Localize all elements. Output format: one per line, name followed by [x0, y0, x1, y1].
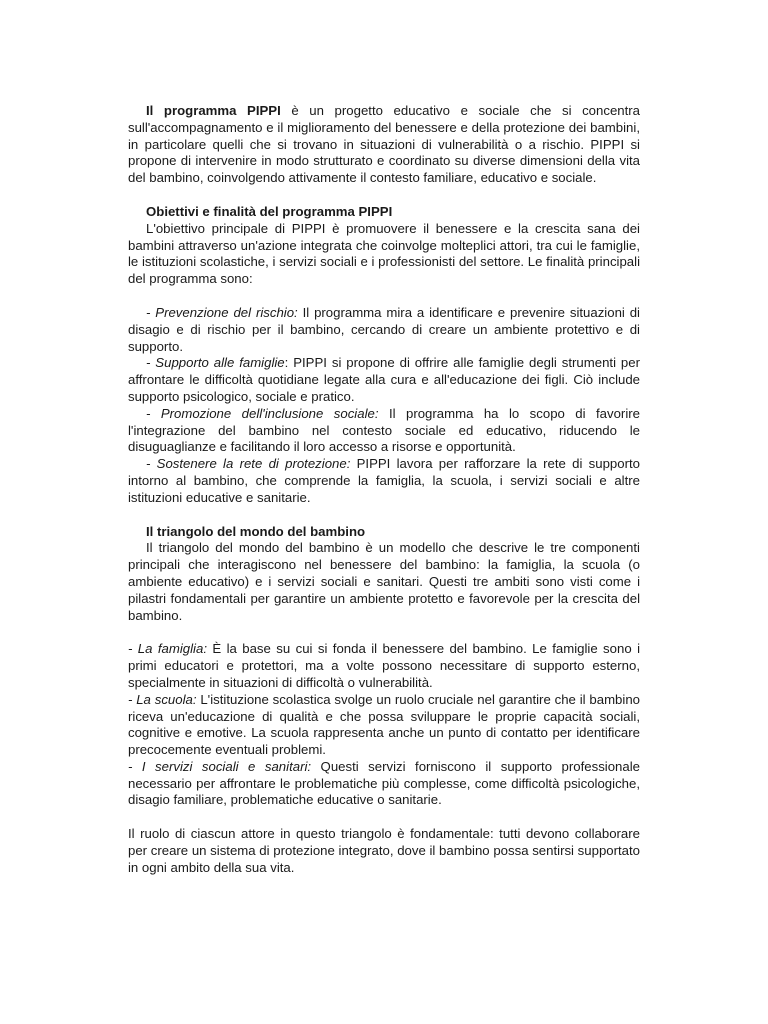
list-item-text: Il programma ha lo scopo di favorire l'integrazione del bambino nel contesto sociale ed educativo, riducendo le disuguaglianze e facilitando il loro accesso a risorse e opportunità. [128, 405, 640, 455]
spacer [128, 624, 640, 641]
list-item-label: - La scuola: [128, 691, 197, 707]
objectives-paragraph: L'obiettivo principale di PIPPI è promuovere il benessere e la crescita sana dei bambini attraverso un'azione integrata che coinvolge molteplici attori, tra cui le famiglie, le istituzioni scolastiche, i servizi sociali e i professionisti del settore. Le finalità principali del programma sono: [128, 220, 640, 287]
list-item [128, 692, 640, 759]
list-item-text: L'istituzione scolastica svolge un ruolo cruciale nel garantire che il bambino riceva un'educazione di qualità e che possa sviluppare le proprie capacità sociali, cognitive e emotive. La scuola rappresenta anche un punto di contatto per identificare precocemente eventuali problemi. [128, 691, 640, 758]
spacer [128, 187, 640, 204]
intro-text: è un progetto educativo e sociale che si concentra sull'accompagnamento e il miglioramento del benessere e della protezione dei bambini, in particolare quelli che si trovano in situazioni di vulnerabilità o a rischio. PIPPI si propone di intervenire in modo strutturato e coordinato su diverse dimensioni della vita del bambino, coinvolgendo attivamente il contesto familiare, educativo e sociale. [128, 103, 640, 186]
list-item-text: Il programma mira a identificare e prevenire situazioni di disagio e di rischio per il bambino, cercando di creare un ambiente protettivo e di supporto. [128, 304, 640, 354]
spacer [128, 809, 640, 826]
list-item [128, 641, 640, 691]
list-item-label: - La famiglia: [128, 641, 207, 657]
conclusion-paragraph: Il ruolo di ciascun attore in questo triangolo è fondamentale: tutti devono collaborare per creare un sistema di protezione integrato, dove il bambino possa sentirsi supportato in ogni ambito della sua vita. [128, 826, 640, 875]
intro-paragraph [128, 103, 640, 187]
list-item-label: - Prevenzione del rischio: [146, 304, 298, 320]
triangle-paragraph: Il triangolo del mondo del bambino è un modello che descrive le tre componenti principali che interagiscono nel benessere del bambino: la famiglia, la scuola (o ambiente educativo) e i servizi sociali e sanitari. Questi tre ambiti sono visti come i pilastri fondamentali per garantire un ambiente protetto e favorevole per la crescita del bambino. [128, 540, 640, 623]
list-item [128, 759, 640, 809]
section-heading-triangle: Il triangolo del mondo del bambino [146, 523, 366, 539]
list-item-text: PIPPI lavora per rafforzare la rete di supporto intorno al bambino, che comprende la famiglia, la scuola, i servizi sociali e altre istituzioni educative e sanitarie. [128, 456, 640, 505]
spacer [128, 507, 640, 524]
list-item [128, 355, 640, 405]
list-item [128, 406, 640, 456]
list-item-label: - Sostenere la rete di protezione: [146, 456, 351, 472]
list-item-label: - I servizi sociali e sanitari: [128, 758, 312, 774]
list-item [128, 305, 640, 355]
intro-bold-lead: Il programma PIPPI [146, 103, 281, 118]
list-item-text: Questi servizi forniscono il supporto professionale necessario per affrontare le problematiche più complesse, come difficoltà psicologiche, disagio familiare, problematiche educative o sanitarie. [128, 758, 640, 808]
section-heading-objectives: Obiettivi e finalità del programma PIPPI [146, 203, 393, 219]
list-item-label: - Supporto alle famiglie [146, 355, 285, 371]
spacer [128, 288, 640, 305]
list-item-text: È la base su cui si fonda il benessere del bambino. Le famiglie sono i primi educatori e protettori, ma a volte possono necessitare di supporto esterno, specialmente in situazioni di difficoltà o vulnerabilità. [128, 641, 640, 690]
list-item-text: : PIPPI si propone di offrire alle famiglie degli strumenti per affrontare le difficoltà quotidiane legate alla cura e all'educazione dei figli. Ciò include supporto psicologico, sociale e pratico. [128, 355, 640, 404]
list-item-label: - Promozione dell'inclusione sociale: [146, 405, 379, 421]
document-page [128, 103, 640, 877]
list-item [128, 456, 640, 506]
